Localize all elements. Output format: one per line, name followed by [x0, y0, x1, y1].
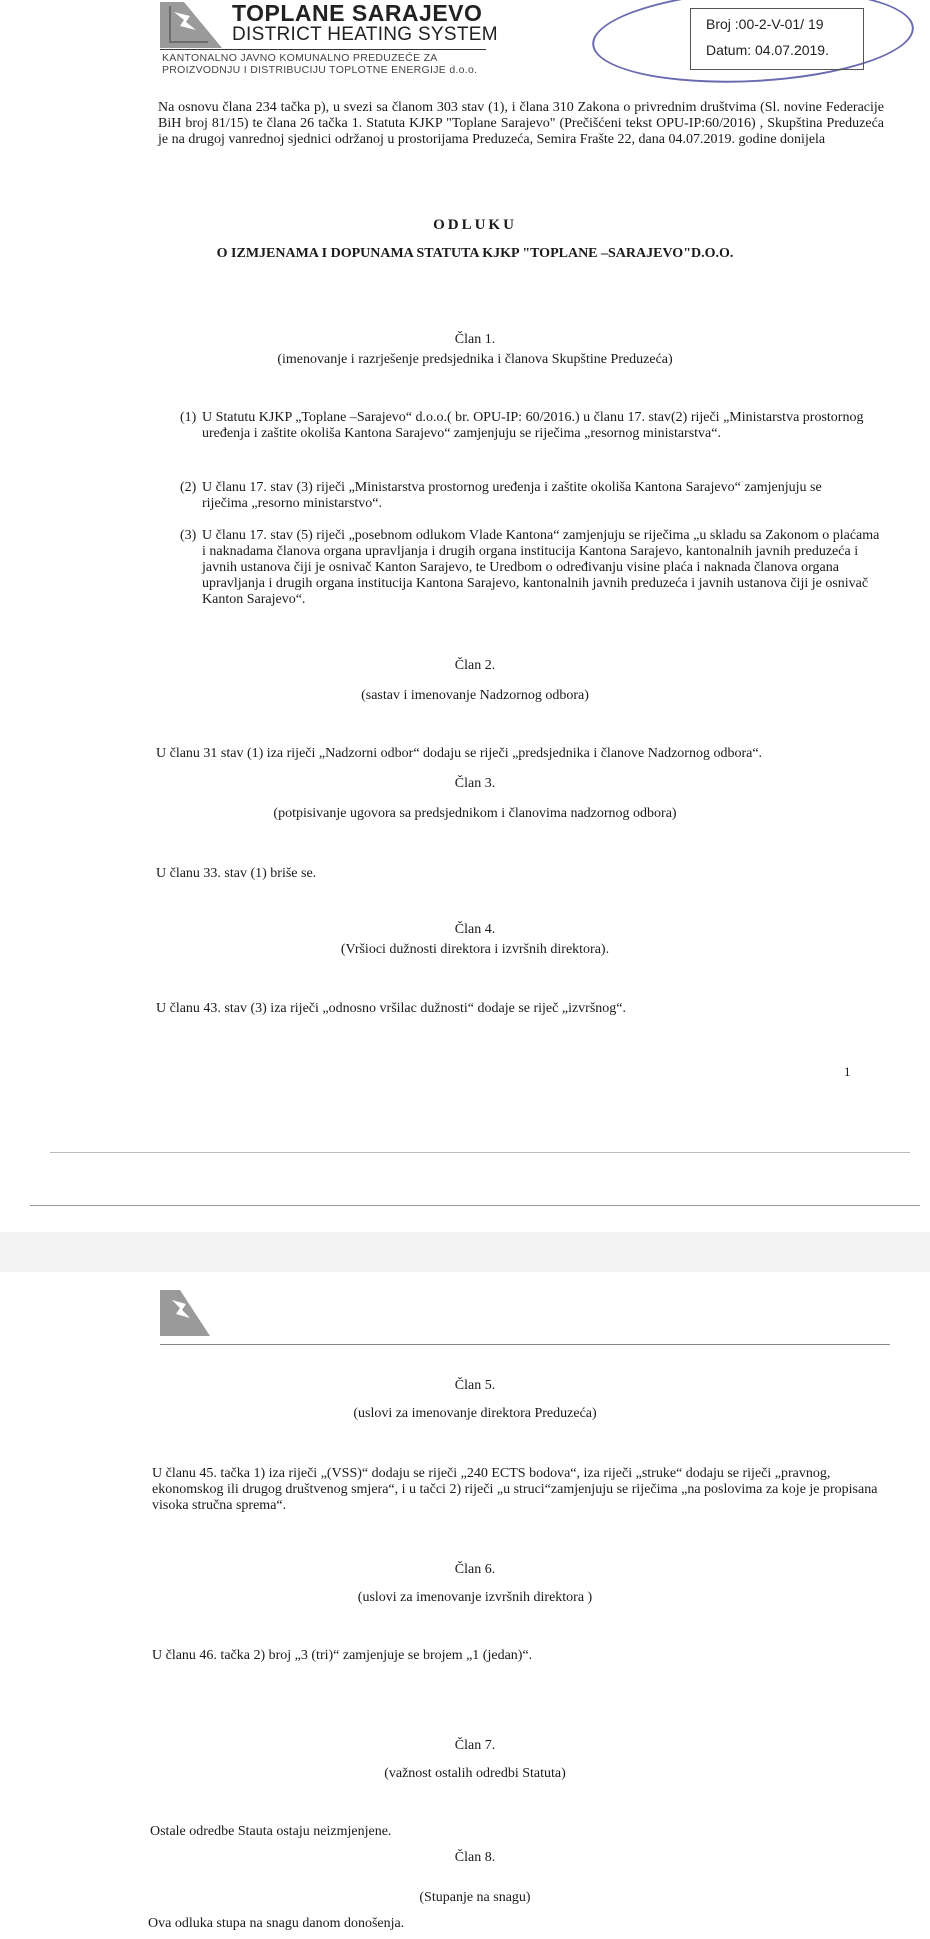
article-4-subtitle: (Vršioci dužnosti direktora i izvršnih direktora).: [340, 942, 610, 957]
item-number: (2): [180, 480, 197, 495]
article-7-title: Član 7.: [454, 1738, 496, 1753]
article-4-text: U članu 43. stav (3) iza riječi „odnosno vršilac dužnosti“ dodaje se riječ „izvršnog“.: [156, 1001, 627, 1016]
article-6-title: Član 6.: [454, 1562, 496, 1577]
brand-subtitle: DISTRICT HEATING SYSTEM: [232, 24, 498, 45]
article-1-item-1: [180, 410, 870, 462]
intro-paragraph: Na osnovu člana 234 tačka p), u svezi sa članom 303 stav (1), i člana 310 Zakona o privrednim društvima (Sl. novine Federacije BiH broj 81/15) te člana 26 tačka 1. Statuta KJKP "Toplane Sarajevo" (Prečišćeni tekst OPU-IP:60/2016) , Skupština Preduzeća je na drugoj vanrednoj sjednici održanoj u prostorijama Preduzeća, Semira Frašte 22, dana 04.07.2019. godine donijela: [158, 100, 884, 147]
article-3-subtitle: (potpisivanje ugovora sa predsjednikom i članovima nadzornog odbora): [273, 806, 677, 821]
page-gap: [0, 1232, 930, 1272]
article-1-item-3: [180, 528, 880, 618]
company-header: [160, 0, 520, 76]
item-text: U članu 17. stav (5) riječi „posebnom odlukom Vlade Kantona“ zamjenjuju se riječima „u skladu sa Zakonom o plaćama i naknadama članova organa upravljanja i drugih organa institucija Kantona Sarajevo, kantonalnih javnih preduzeća i javnih ustanova čiji je osnivač Kanton Sarajevo, te Uredbom o određivanju visine plaća i naknada članova organa upravljanja i drugih organa institucija Kantona Sarajevo, kantonalnih javnih preduzeća i javnih ustanova čiji je osnivač Kanton Sarajevo“.: [202, 528, 880, 607]
decision-subtitle: O IZMJENAMA I DOPUNAMA STATUTA KJKP "TOPLANE –SARAJEVO"D.O.O.: [216, 246, 734, 261]
article-7-text: Ostale odredbe Stauta ostaju neizmjenjene.: [150, 1824, 392, 1839]
document-page-1: [30, 0, 920, 1232]
article-1-subtitle: (imenovanje i razrješenje predsjednika i članova Skupštine Preduzeća): [277, 352, 673, 367]
article-2-title: Član 2.: [454, 658, 496, 673]
document-number: Broj :00-2-V-01/ 19: [706, 16, 824, 32]
article-6-subtitle: (uslovi za imenovanje izvršnih direktora ): [357, 1590, 593, 1605]
item-number: (1): [180, 410, 197, 425]
article-6-text: U članu 46. tačka 2) broj „3 (tri)“ zamjenjuje se brojem „1 (jedan)“.: [152, 1648, 533, 1663]
article-5-subtitle: (uslovi za imenovanje direktora Preduzeća): [353, 1406, 597, 1421]
article-3-title: Član 3.: [454, 776, 496, 791]
page-footer-rule: [50, 1152, 910, 1153]
brand-divider: [160, 49, 486, 50]
article-1-title: Član 1.: [454, 332, 496, 347]
brand-description: [162, 52, 477, 76]
brand-description-line-1: KANTONALNO JAVNO KOMUNALNO PREDUZEĆE ZA: [162, 52, 438, 64]
page-number: 1: [844, 1064, 851, 1079]
page-bottom-rule: [30, 1205, 920, 1206]
toplane-logo-icon: [160, 1290, 210, 1336]
article-2-subtitle: (sastav i imenovanje Nadzornog odbora): [361, 688, 589, 703]
article-5-text: U članu 45. tačka 1) iza riječi „(VSS)“ dodaju se riječi „240 ECTS bodova“, iza riječi „struke“ dodaju se riječi „pravnog, ekonomskog ili drugog društvenog smjera“, i u tačci 2) riječi „u struci“zamjenjuju se riječima „na poslovima za koje je propisana visoka stručna sprema“.: [152, 1466, 878, 1513]
article-8-text: Ova odluka stupa na snagu danom donošenja.: [148, 1916, 405, 1931]
article-2-text: U članu 31 stav (1) iza riječi „Nadzorni odbor“ dodaju se riječi „predsjednika i članove Nadzornog odbora“.: [156, 746, 763, 761]
item-text: U Statutu KJKP „Toplane –Sarajevo“ d.o.o.( br. OPU-IP: 60/2016.) u članu 17. stav(2) riječi „Ministarstva prostornog uređenja i zaštite okoliša Kantona Sarajevo“ zamjenjuju se riječima „resornog ministarstva“.: [202, 410, 864, 441]
brand-name: TOPLANE SARAJEVO: [232, 0, 483, 26]
article-3-text: U članu 33. stav (1) briše se.: [156, 866, 317, 881]
article-8-title: Član 8.: [454, 1850, 496, 1865]
article-4-title: Član 4.: [454, 922, 496, 937]
article-7-subtitle: (važnost ostalih odredbi Statuta): [384, 1766, 566, 1781]
document-page-2: [30, 1272, 920, 1939]
article-1-item-2: [180, 480, 870, 516]
item-number: (3): [180, 528, 197, 543]
toplane-logo-icon: [160, 2, 222, 48]
page-2-header-rule: [160, 1344, 890, 1345]
decision-title: ODLUKU: [433, 217, 517, 233]
document-date: Datum: 04.07.2019.: [706, 42, 829, 58]
article-8-subtitle: (Stupanje na snagu): [419, 1890, 531, 1905]
item-text: U članu 17. stav (3) riječi „Ministarstva prostornog uređenja i zaštite okoliša Kantona Sarajevo“ zamjenjuju se riječima „resorno ministarstvo“.: [202, 480, 822, 511]
brand-description-line-2: PROIZVODNJU I DISTRIBUCIJU TOPLOTNE ENERGIJE d.o.o.: [162, 64, 478, 76]
article-5-title: Član 5.: [454, 1378, 496, 1393]
